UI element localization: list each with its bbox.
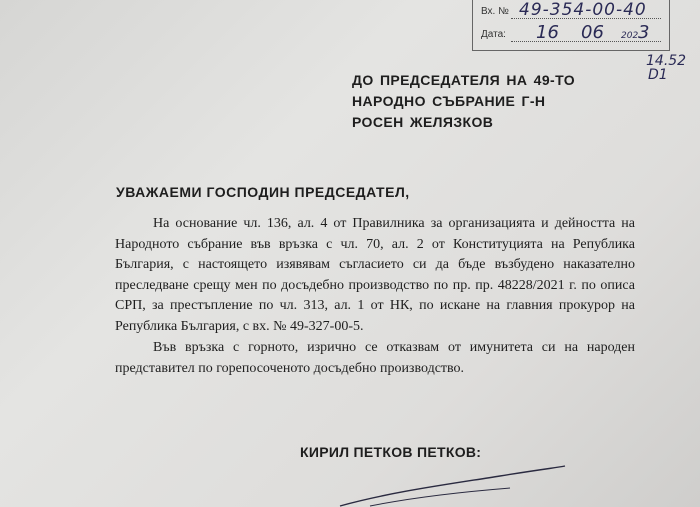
paragraph-immunity-text: Във връзка с горното, изрично се отказвам от имунитета си на народен представител по горепосоченото досъдебно производство. xyxy=(115,340,635,376)
registration-stamp xyxy=(472,0,670,51)
date-year-prefix: 202 xyxy=(621,31,639,41)
handwritten-time-note xyxy=(646,54,686,82)
date-label: Дата: xyxy=(481,29,506,40)
addressee-line-1: ДО ПРЕДСЕДАТЕЛЯ НА 49-ТО xyxy=(352,72,576,88)
paragraph-consent xyxy=(115,214,635,337)
handwritten-signature xyxy=(330,462,570,507)
addressee-block xyxy=(352,70,652,133)
time-note-value: 14.52 xyxy=(646,53,687,69)
addressee-line-3: РОСЕН ЖЕЛЯЗКОВ xyxy=(352,114,494,130)
salutation: УВАЖАЕМИ ГОСПОДИН ПРЕДСЕДАТЕЛ, xyxy=(116,184,410,200)
time-note-initials: D1 xyxy=(648,67,668,83)
letter-body xyxy=(115,214,635,379)
date-month: 06 xyxy=(581,22,604,43)
paragraph-immunity xyxy=(115,338,635,379)
incoming-label: Вх. № xyxy=(481,6,509,17)
date-day: 16 xyxy=(536,22,559,43)
addressee-line-2: НАРОДНО СЪБРАНИЕ Г-Н xyxy=(352,93,546,109)
date-year-digit: 3 xyxy=(638,22,650,43)
date-row xyxy=(481,22,650,43)
incoming-number-row xyxy=(481,0,647,20)
signatory-name: КИРИЛ ПЕТКОВ ПЕТКОВ: xyxy=(300,444,482,460)
incoming-number: 49-354-00-40 xyxy=(519,0,647,20)
paragraph-consent-text: На основание чл. 136, ал. 4 от Правилника за организацията и дейността на Народното събрание във връзка с чл. 70, ал. 2 от Конституцията на Република България, с настоящето изявявам съгласието си да бъде възбудено наказателно преследване срещу мен по досъдебно производство по пр. пр. 48228/2021 г. по описа СРП, за престъпление по чл. 313, ал. 1 от НК, по искане на главния прокурор на Република България, с вх. № 49-327-00-5. xyxy=(115,216,635,334)
